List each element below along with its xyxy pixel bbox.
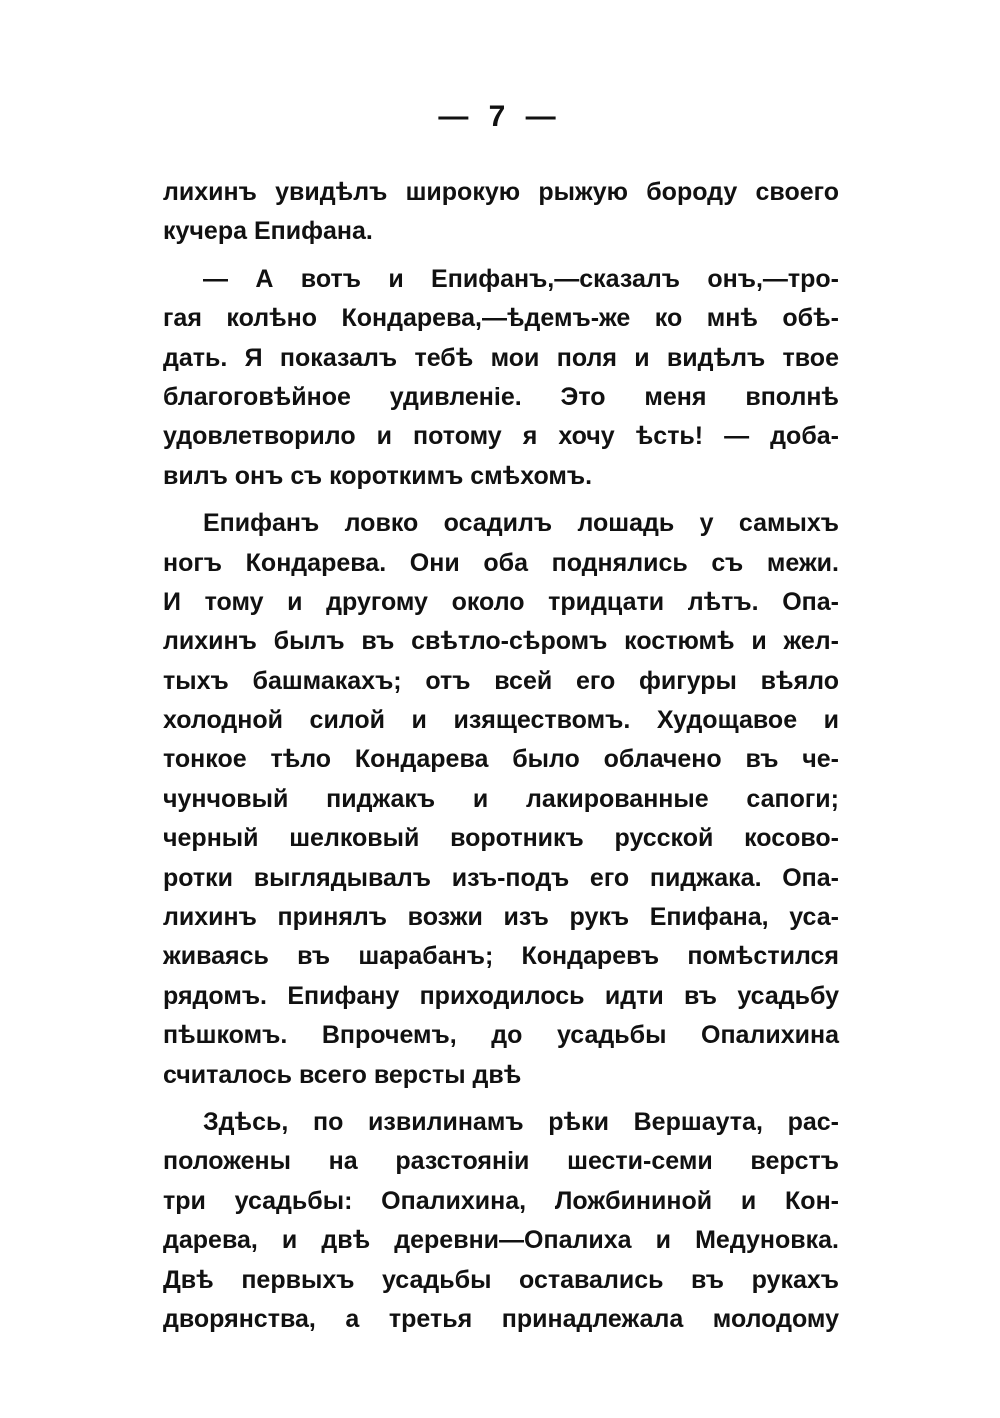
text-line: лихинъ увидѣлъ широкую рыжую бороду своего <box>163 178 839 206</box>
paragraph-gap <box>163 252 839 260</box>
text-line: дарева, и двѣ деревни—Опалиха и Медуновка. <box>163 1226 839 1255</box>
paragraph-gap <box>163 496 839 504</box>
text-line: благоговѣйное удивленіе. Это меня вполнѣ <box>163 382 839 411</box>
paragraph-first-line: — А вотъ и Епифанъ,—сказалъ онъ,—тро- <box>203 264 839 293</box>
text-line: лихинъ былъ въ свѣтло-сѣромъ костюмѣ и жел- <box>163 627 839 656</box>
text-line: тонкое тѣло Кондарева было облачено въ че- <box>163 745 839 774</box>
text-line: ротки выглядывалъ изъ-подъ его пиджака. Опа- <box>163 863 839 892</box>
body-text <box>163 173 839 1339</box>
text-line: чунчовый пиджакъ и лакированные сапоги; <box>163 784 839 813</box>
text-line: пѣшкомъ. Впрочемъ, до усадьбы Опалихина <box>163 1021 839 1050</box>
text-line: вилъ онъ съ короткимъ смѣхомъ. <box>163 461 593 490</box>
text-line: тыхъ башмакахъ; отъ всей его фигуры вѣяло <box>163 666 839 695</box>
text-line: Двѣ первыхъ усадьбы оставались въ рукахъ <box>163 1265 839 1294</box>
text-line: три усадьбы: Опалихина, Ложбининой и Кон- <box>163 1186 839 1215</box>
text-line: кучера Епифана. <box>163 217 373 246</box>
paragraph-first-line: Здѣсь, по извилинамъ рѣки Вершаута, рас- <box>203 1107 839 1136</box>
text-line: черный шелковый воротникъ русской косово- <box>163 824 839 853</box>
text-line: гая колѣно Кондарева,—ѣдемъ-же ко мнѣ обѣ- <box>163 304 839 333</box>
paragraph-gap <box>163 1095 839 1103</box>
text-line: удовлетворило и потому я хочу ѣсть! — доба- <box>163 422 839 451</box>
text-line: дворянства, а третья принадлежала молодому <box>163 1304 839 1333</box>
text-line: положены на разстояніи шести-семи верстъ <box>163 1147 839 1176</box>
text-line: считалось всего версты двѣ <box>163 1060 522 1089</box>
paragraph-first-line: Епифанъ ловко осадилъ лошадь у самыхъ <box>203 509 839 538</box>
text-line: дать. Я показалъ тебѣ мои поля и видѣлъ твое <box>163 343 839 372</box>
text-line: лихинъ принялъ возжи изъ рукъ Епифана, уса- <box>163 903 839 932</box>
page-number: — 7 — <box>438 100 562 133</box>
text-line: ногъ Кондарева. Они оба поднялись съ межи. <box>163 548 839 577</box>
text-line: холодной силой и изяществомъ. Худощавое и <box>163 706 839 735</box>
text-line: рядомъ. Епифану приходилось идти въ усадьбу <box>163 981 839 1010</box>
text-line: И тому и другому около тридцати лѣтъ. Опа- <box>163 587 839 616</box>
text-line: живаясь въ шарабанъ; Кондаревъ помѣстился <box>163 942 839 971</box>
